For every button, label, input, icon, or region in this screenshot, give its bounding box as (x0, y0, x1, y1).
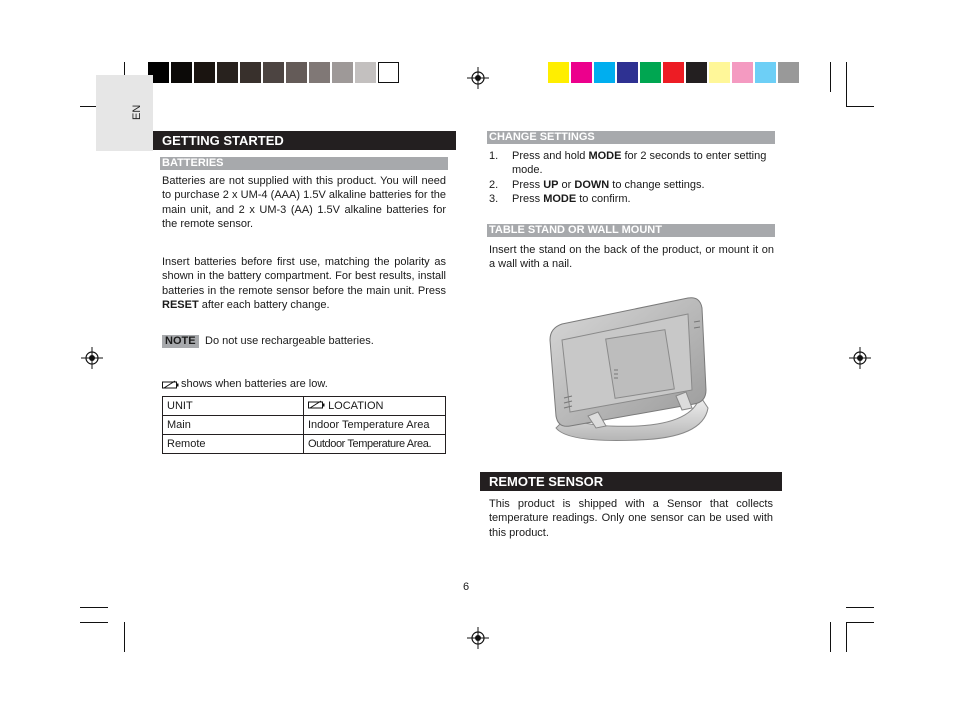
table-header-location: LOCATION (304, 397, 446, 416)
color-swatch (263, 62, 284, 83)
crop-mark (830, 622, 831, 652)
page-number: 6 (463, 581, 470, 593)
table-cell-unit: Main (163, 416, 304, 435)
note-badge: NOTE (162, 335, 199, 348)
batteries-paragraph-1: Batteries are not supplied with this product. You will need to purchase 2 x UM-4 (AAA) 1.5V alkaline batteries for the main unit, and 2 x UM-3 (AA) 1.5V alkaline batteries for the remote sensor. (162, 175, 446, 231)
color-swatch (240, 62, 261, 83)
table-cell-location: Indoor Temperature Area (304, 416, 446, 435)
table-cell-unit: Remote (163, 435, 304, 454)
registration-mark-icon (467, 67, 489, 89)
low-battery-text: shows when batteries are low. (181, 378, 328, 390)
battery-location-table (162, 396, 446, 454)
crop-mark (80, 607, 108, 608)
crop-mark (846, 106, 874, 107)
low-battery-icon (308, 400, 325, 410)
table-header-row (163, 397, 446, 416)
color-swatch (378, 62, 399, 83)
subsection-header-batteries: BATTERIES (160, 157, 448, 170)
list-item: 3. Press MODE to confirm. (489, 193, 631, 206)
color-swatch (309, 62, 330, 83)
table-stand-text: Insert the stand on the back of the product, or mount it on a wall with a nail. (489, 244, 774, 271)
color-swatch (548, 62, 569, 83)
product-stand-illustration (528, 278, 738, 448)
registration-mark-icon (849, 347, 871, 369)
color-swatch (355, 62, 376, 83)
list-item: 1. Press and hold MODE for 2 seconds to enter setting mode. (489, 150, 767, 177)
registration-mark-icon (467, 627, 489, 649)
color-swatch (217, 62, 238, 83)
table-row (163, 416, 446, 435)
color-swatch (617, 62, 638, 83)
table-row (163, 435, 446, 454)
crop-mark (846, 62, 847, 106)
color-swatch (640, 62, 661, 83)
color-swatch (171, 62, 192, 83)
color-swatch (686, 62, 707, 83)
registration-mark-icon (81, 347, 103, 369)
crop-mark (80, 622, 108, 623)
color-swatch (332, 62, 353, 83)
color-swatch (755, 62, 776, 83)
remote-sensor-text: This product is shipped with a Sensor that collects temperature readings. Only one sensor can be used with this product. (489, 498, 773, 539)
crop-mark (124, 622, 125, 652)
color-swatch (194, 62, 215, 83)
list-item: 2. Press UP or DOWN to change settings. (489, 178, 705, 191)
change-settings-steps (489, 149, 779, 207)
section-header-getting-started: GETTING STARTED (153, 131, 456, 150)
crop-mark (846, 607, 874, 608)
color-swatch (286, 62, 307, 83)
color-swatch (732, 62, 753, 83)
section-header-change-settings: CHANGE SETTINGS (487, 131, 775, 144)
section-header-table-stand: TABLE STAND OR WALL MOUNT (487, 224, 775, 237)
language-tab (96, 75, 153, 151)
color-swatch (594, 62, 615, 83)
crop-mark (830, 62, 831, 92)
table-header-unit: UNIT (163, 397, 304, 416)
crop-mark (846, 622, 847, 652)
color-swatch (571, 62, 592, 83)
low-battery-icon (162, 380, 179, 390)
section-header-remote-sensor: REMOTE SENSOR (480, 472, 782, 491)
color-swatch (778, 62, 799, 83)
table-cell-location: Outdoor Temperature Area. (304, 435, 446, 454)
language-label: EN (131, 104, 143, 120)
crop-mark (846, 622, 874, 623)
batteries-paragraph-2: Insert batteries before first use, matching the polarity as shown in the battery compartment. For best results, install batteries in the remote sensor before the main unit. Press RESET after each battery change. (162, 256, 446, 312)
color-swatch (663, 62, 684, 83)
note-text: Do not use rechargeable batteries. (205, 335, 374, 347)
color-swatch (709, 62, 730, 83)
